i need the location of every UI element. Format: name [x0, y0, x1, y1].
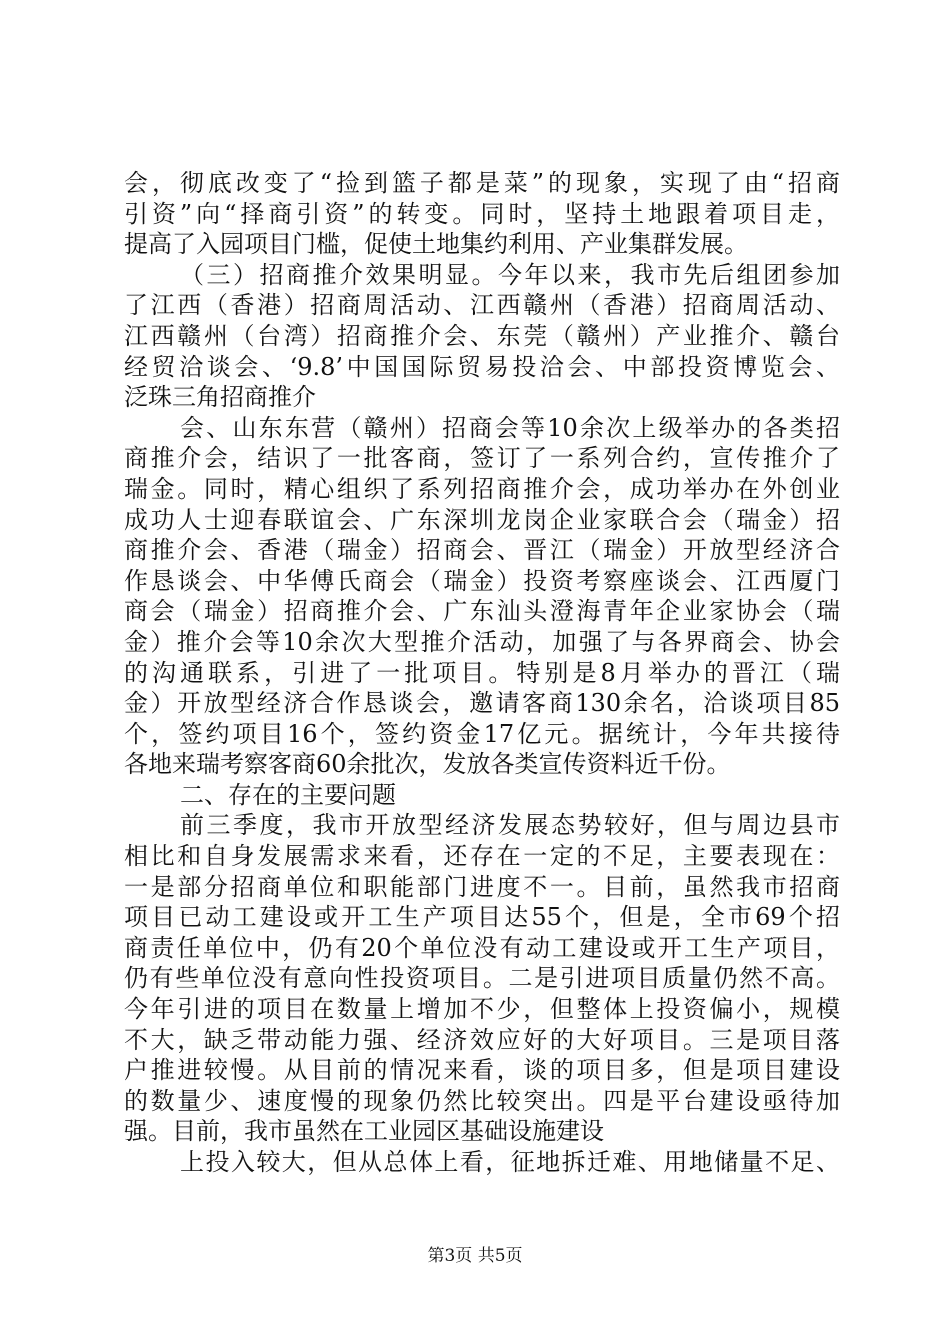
- text-line: 个，签约项目16个，签约资金17亿元。据统计，今年共接待: [124, 719, 840, 748]
- text-line: 今年引进的项目在数量上增加不少，但整体上投资偏小，规模: [124, 995, 840, 1024]
- text-line: 了江西（香港）招商周活动、江西赣州（香港）招商周活动、: [124, 291, 840, 320]
- text-line: 瑞金。同时，精心组织了系列招商推介会，成功举办在外创业: [124, 474, 840, 503]
- text-line: 上投入较大，但从总体上看，征地拆迁难、用地储量不足、: [180, 1148, 840, 1176]
- text-line: 泛珠三角招商推介: [124, 383, 316, 412]
- text-line: 商推介会，结识了一批客商，签订了一系列合约，宣传推介了: [124, 444, 840, 473]
- text-line: 会、山东东营（赣州）招商会等10余次上级举办的各类招: [180, 413, 840, 442]
- text-line: 商推介会、香港（瑞金）招商会、晋江（瑞金）开放型经济合: [124, 536, 840, 565]
- text-line: 的数量少、速度慢的现象仍然比较突出。四是平台建设亟待加: [124, 1086, 840, 1115]
- text-line: 提高了入园项目门槛，促使土地集约利用、产业集群发展。: [124, 230, 748, 259]
- text-line: 引资”向“择商引资”的转变。同时，坚持土地跟着项目走，: [124, 199, 840, 228]
- text-line: 相比和自身发展需求来看，还存在一定的不足，主要表现在：: [124, 842, 840, 871]
- text-line: 前三季度，我市开放型经济发展态势较好，但与周边县市: [180, 811, 840, 840]
- text-line: 商责任单位中，仍有20个单位没有动工建设或开工生产项目，: [124, 933, 840, 962]
- text-line: 的沟通联系，引进了一批项目。特别是8月举办的晋江（瑞: [124, 658, 840, 687]
- text-line: 成功人士迎春联谊会、广东深圳龙岗企业家联合会（瑞金）招: [124, 505, 840, 534]
- page-number-footer: 第3页 共5页: [427, 1246, 523, 1266]
- text-line: 江西赣州（台湾）招商推介会、东莞（赣州）产业推介、赣台: [124, 321, 840, 350]
- text-line: 金）推介会等10余次大型推介活动，加强了与各界商会、协会: [124, 627, 840, 656]
- text-line: 商会（瑞金）招商推介会、广东汕头澄海青年企业家协会（瑞: [124, 597, 840, 626]
- text-line: 一是部分招商单位和职能部门进度不一。目前，虽然我市招商: [124, 872, 840, 901]
- text-line: 金）开放型经济合作恳谈会，邀请客商130余名，洽谈项目85: [124, 689, 840, 718]
- section-heading-line: （三）招商推介效果明显。今年以来，我市先后组团参加: [180, 260, 840, 289]
- text-line: 强。目前，我市虽然在工业园区基础设施建设: [124, 1117, 604, 1146]
- text-line: 项目已动工建设或开工生产项目达55个，但是，全市69个招: [124, 903, 840, 932]
- text-line: 户推进较慢。从目前的情况来看，谈的项目多，但是项目建设: [124, 1056, 840, 1085]
- text-line: 作恳谈会、中华傅氏商会（瑞金）投资考察座谈会、江西厦门: [124, 566, 840, 595]
- text-line: 不大，缺乏带动能力强、经济效应好的大好项目。三是项目落: [124, 1025, 840, 1054]
- text-line: 各地来瑞考察客商60余批次，发放各类宣传资料近千份。: [124, 750, 731, 779]
- section-heading: 二、存在的主要问题: [180, 780, 396, 809]
- text-line: 经贸洽谈会、‘9.8’中国国际贸易投洽会、中部投资博览会、: [124, 352, 840, 381]
- document-body: [124, 168, 840, 1178]
- text-line: 仍有些单位没有意向性投资项目。二是引进项目质量仍然不高。: [124, 964, 840, 993]
- text-line: 会，彻底改变了“捡到篮子都是菜”的现象，实现了由“招商: [124, 169, 840, 197]
